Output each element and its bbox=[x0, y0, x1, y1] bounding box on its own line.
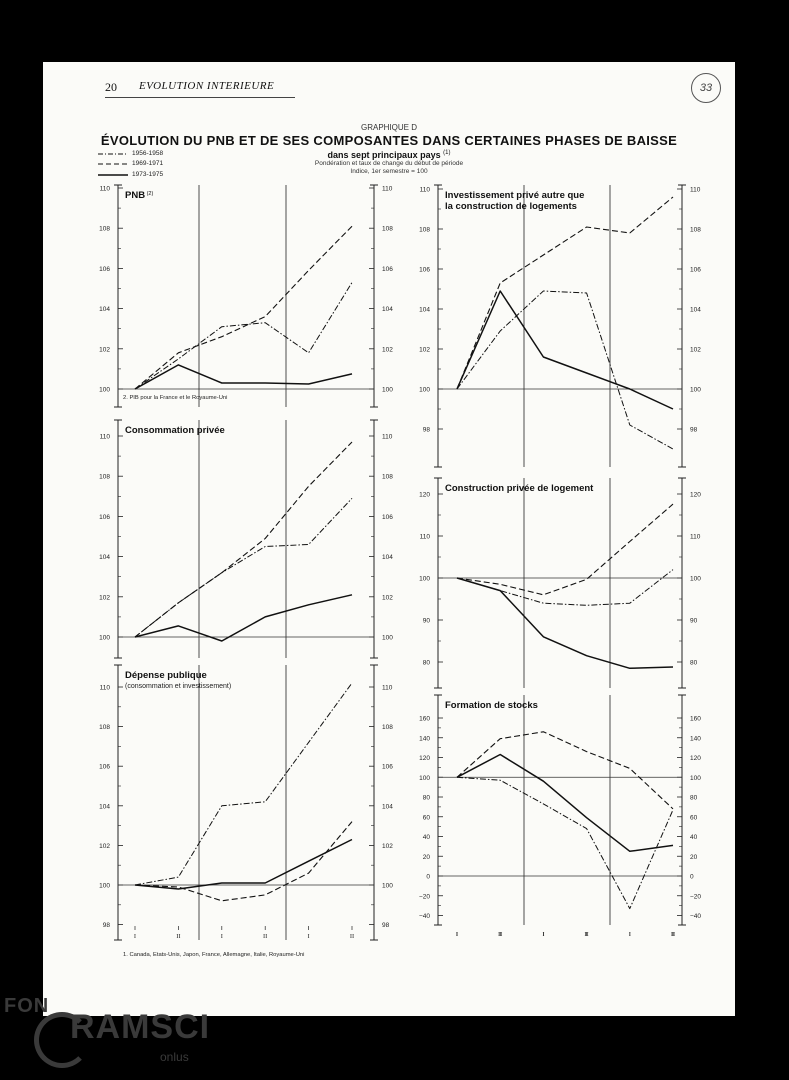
panel-title: Consommation privée bbox=[125, 425, 225, 436]
y-tick-label-left: 160 bbox=[419, 715, 430, 723]
y-tick-label-right: 102 bbox=[382, 594, 393, 602]
y-tick-label-right: 104 bbox=[382, 554, 393, 562]
legend-item-1956: 1956-1958 bbox=[132, 150, 164, 157]
y-tick-label-right: 108 bbox=[382, 473, 393, 481]
y-tick-label-right: 160 bbox=[690, 715, 701, 723]
y-tick-label-right: 80 bbox=[690, 659, 698, 667]
page-number: 20 bbox=[105, 80, 117, 94]
panel-title: PNB $^{(2)}$ bbox=[125, 190, 154, 201]
y-tick-label-left: 100 bbox=[419, 774, 430, 782]
y-tick-label-right: −20 bbox=[690, 893, 702, 901]
y-tick-label-left: 98 bbox=[102, 922, 110, 930]
y-tick-label-left: −40 bbox=[418, 913, 430, 920]
y-tick-label-left: 80 bbox=[422, 794, 430, 802]
legend-item-1973: 1973-1975 bbox=[132, 171, 164, 178]
panel-footnote: 1. Canada, Etats-Unis, Japon, France, Allemagne, Italie, Royaume-Uni bbox=[123, 952, 305, 958]
y-tick-label-left: 40 bbox=[422, 834, 430, 841]
y-tick-label-right: 106 bbox=[382, 265, 393, 273]
y-tick-label-left: 140 bbox=[419, 735, 430, 743]
figure-title: ÉVOLUTION DU PNB ET DE SES COMPOSANTES DANS CERTAINES PHASES DE BAISSE bbox=[100, 133, 678, 148]
y-tick-label-right: 108 bbox=[382, 724, 393, 732]
y-tick-label-left: 106 bbox=[99, 265, 110, 273]
watermark-left: FON bbox=[4, 995, 50, 1017]
y-tick-label-left: 106 bbox=[99, 513, 110, 521]
x-tick-label: I bbox=[455, 931, 459, 938]
x-tick-label: II bbox=[176, 933, 181, 940]
y-tick-label-left: 120 bbox=[419, 491, 430, 499]
y-tick-label-right: 110 bbox=[382, 185, 393, 193]
y-tick-label-right: 110 bbox=[382, 684, 393, 692]
y-tick-label-left: 110 bbox=[419, 533, 430, 541]
watermark-suffix: onlus bbox=[160, 1050, 189, 1064]
y-tick-label-right: 110 bbox=[690, 186, 701, 194]
x-tick-label: I bbox=[133, 933, 137, 940]
y-tick-label-left: 0 bbox=[426, 873, 430, 881]
y-tick-label-left: 100 bbox=[99, 882, 110, 890]
y-tick-label-left: 104 bbox=[99, 554, 110, 562]
y-tick-label-left: 100 bbox=[419, 386, 430, 394]
x-tick-label: I bbox=[307, 933, 310, 940]
y-tick-label-right: 120 bbox=[690, 755, 701, 762]
y-tick-label-left: 100 bbox=[419, 575, 430, 583]
y-tick-label-right: 104 bbox=[382, 306, 393, 314]
y-tick-label-right: 108 bbox=[690, 226, 701, 234]
y-tick-label-right: 80 bbox=[690, 794, 698, 802]
x-tick-label: I bbox=[628, 931, 631, 938]
panel-title-ref: (2) bbox=[145, 191, 154, 197]
y-tick-label-right: 98 bbox=[382, 922, 390, 930]
y-tick-label-left: 106 bbox=[99, 763, 110, 771]
x-tick-label: II bbox=[263, 933, 268, 940]
y-tick-label-left: 108 bbox=[99, 724, 110, 732]
y-tick-label-right: 40 bbox=[690, 834, 698, 841]
running-head: EVOLUTION INTERIEURE bbox=[139, 80, 275, 92]
panel-title: Formation de stocks bbox=[445, 700, 538, 711]
y-tick-label-right: 104 bbox=[382, 803, 393, 811]
y-tick-label-left: 110 bbox=[419, 186, 430, 194]
y-tick-label-right: −40 bbox=[690, 913, 702, 920]
x-tick-label: II bbox=[584, 931, 589, 938]
y-tick-label-right: 110 bbox=[690, 533, 701, 541]
figure-note-index: Indice, 1er semestre = 100 bbox=[350, 168, 428, 175]
y-tick-label-right: 100 bbox=[690, 575, 701, 583]
y-tick-label-left: 120 bbox=[419, 755, 430, 762]
figure-subtitle: dans sept principaux pays $^{(1)}$ bbox=[327, 150, 451, 160]
y-tick-label-left: 20 bbox=[422, 853, 430, 861]
y-tick-label-left: 60 bbox=[422, 814, 430, 822]
y-tick-label-right: 100 bbox=[382, 634, 393, 642]
x-tick-label: II bbox=[498, 931, 503, 938]
panel-title: Construction privée de logement bbox=[445, 483, 594, 494]
y-tick-label-right: 140 bbox=[690, 735, 701, 743]
y-tick-label-right: 100 bbox=[690, 774, 701, 782]
y-tick-label-left: 108 bbox=[419, 226, 430, 234]
y-tick-label-right: 104 bbox=[690, 306, 701, 314]
y-tick-label-left: 110 bbox=[99, 433, 110, 441]
y-tick-label-right: 102 bbox=[690, 346, 701, 354]
y-tick-label-right: 100 bbox=[690, 386, 701, 394]
panel-subtitle: (consommation et investissement) bbox=[125, 683, 232, 690]
legend-item-1969: 1969-1971 bbox=[132, 160, 164, 167]
y-tick-label-left: 108 bbox=[99, 225, 110, 233]
y-tick-label-right: 98 bbox=[690, 426, 698, 434]
y-tick-label-left: 102 bbox=[99, 842, 110, 850]
y-tick-label-left: 104 bbox=[99, 306, 110, 314]
y-tick-label-left: −20 bbox=[418, 893, 430, 901]
y-tick-label-left: 110 bbox=[99, 185, 110, 193]
panel-title-line2: la construction de logements bbox=[445, 201, 577, 212]
y-tick-label-left: 102 bbox=[99, 346, 110, 354]
y-tick-label-left: 100 bbox=[99, 634, 110, 642]
y-tick-label-left: 104 bbox=[419, 306, 430, 314]
y-tick-label-left: 104 bbox=[99, 803, 110, 811]
panel-footnote: 2. PIB pour la France et le Royaume-Uni bbox=[123, 395, 228, 401]
figure-label: GRAPHIQUE D bbox=[360, 123, 417, 132]
y-tick-label-right: 20 bbox=[690, 853, 698, 861]
y-tick-label-right: 100 bbox=[382, 882, 393, 890]
y-tick-label-right: 90 bbox=[690, 617, 698, 625]
y-tick-label-left: 102 bbox=[99, 594, 110, 602]
y-tick-label-left: 90 bbox=[422, 617, 430, 625]
y-tick-label-right: 102 bbox=[382, 346, 393, 354]
panel-title: Dépense publique bbox=[125, 670, 207, 681]
figure-note-weighting: Pondération et taux de change du début de période bbox=[314, 160, 464, 167]
y-tick-label-left: 100 bbox=[99, 386, 110, 394]
y-tick-label-left: 108 bbox=[99, 473, 110, 481]
x-tick-label: I bbox=[220, 933, 223, 940]
y-tick-label-left: 106 bbox=[419, 266, 430, 274]
y-tick-label-left: 80 bbox=[422, 659, 430, 667]
y-tick-label-right: 102 bbox=[382, 842, 393, 850]
panel-title-line1: Investissement privé autre que bbox=[445, 190, 585, 201]
y-tick-label-left: 110 bbox=[99, 684, 110, 692]
page-stamp: 33 bbox=[691, 73, 721, 103]
y-tick-label-right: 106 bbox=[690, 266, 701, 274]
x-tick-label: I bbox=[542, 931, 545, 938]
y-tick-label-left: 102 bbox=[419, 346, 430, 354]
y-tick-label-right: 108 bbox=[382, 225, 393, 233]
y-tick-label-right: 100 bbox=[382, 386, 393, 394]
watermark-name: RAMSCI bbox=[70, 1008, 211, 1046]
y-tick-label-right: 60 bbox=[690, 814, 698, 822]
y-tick-label-left: 98 bbox=[422, 426, 430, 434]
y-tick-label-right: 110 bbox=[382, 433, 393, 441]
x-tick-label: II bbox=[349, 933, 355, 940]
y-tick-label-right: 106 bbox=[382, 763, 393, 771]
y-tick-label-right: 120 bbox=[690, 491, 701, 499]
y-tick-label-right: 0 bbox=[690, 873, 694, 881]
x-tick-label: II bbox=[670, 931, 676, 938]
y-tick-label-right: 106 bbox=[382, 513, 393, 521]
